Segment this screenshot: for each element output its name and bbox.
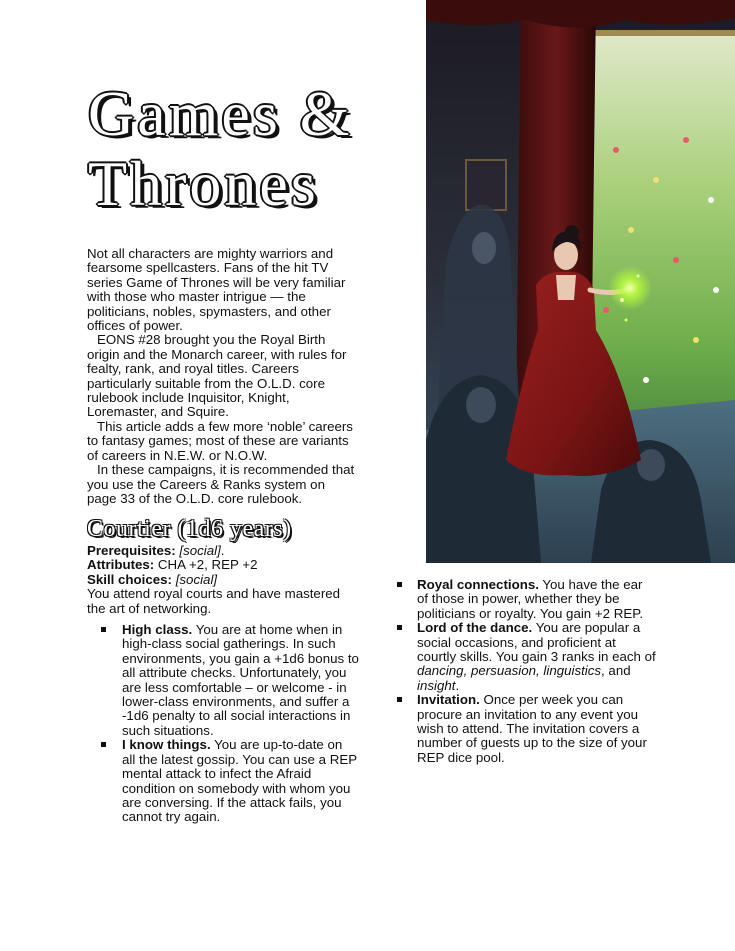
intro-paragraph: In these campaigns, it is recommended that you use the Careers & Ranks system on page 33 of the O.L.D. core rulebook. bbox=[87, 462, 355, 506]
skill-choices-value: [social] bbox=[175, 571, 218, 587]
intro-paragraph: This article adds a few more ‘noble’ careers to fantasy games; most of these are variants of careers in N.E.W. or N.O.W. bbox=[87, 418, 353, 463]
skill-choices-line bbox=[87, 573, 359, 587]
curtain-valance bbox=[426, 0, 735, 28]
ability-text: , and bbox=[601, 663, 631, 679]
window-frame bbox=[582, 30, 735, 36]
intro-paragraph: Not all characters are mighty warriors and fearsome spellcasters. Fans of the hit TV series Game of Thrones will be very familiar with those who master intrigue — the politicians, nobles, spymasters, and other offices of power. bbox=[87, 246, 346, 334]
prerequisites-line bbox=[87, 544, 359, 558]
ability-name: Lord of the dance. bbox=[417, 620, 533, 636]
ability-skill: insight bbox=[417, 677, 456, 693]
career-heading: Courtier (1d6 years) bbox=[87, 516, 292, 542]
bullet-icon bbox=[397, 625, 402, 630]
ability-name: Royal connections. bbox=[417, 577, 539, 592]
ability-text: You are popular a social occasions, and proficient at courtly skills. You gain 3 ranks in each of bbox=[417, 620, 656, 665]
ability-item bbox=[397, 693, 657, 765]
intro-paragraph: EONS #28 brought you the Royal Birth origin and the Monarch career, with rules for fealty, rank, and royal titles. Careers particularly suitable from the O.L.D. core rulebook include Inquisitor, Knight, Loremaster, and Squire. bbox=[87, 332, 347, 420]
ability-item bbox=[87, 738, 359, 824]
attributes-label: Attributes: bbox=[87, 557, 155, 573]
wall-painting bbox=[466, 160, 506, 210]
prerequisites-label: Prerequisites: bbox=[87, 543, 176, 558]
noblewoman-illustration bbox=[426, 0, 735, 563]
intro-text bbox=[87, 247, 357, 506]
bullet-icon bbox=[101, 742, 106, 747]
right-column-abilities bbox=[397, 578, 657, 765]
ability-name: I know things. bbox=[122, 737, 211, 753]
attributes-value: CHA +2, REP +2 bbox=[157, 557, 258, 573]
ability-text: You are up-to-date on all the latest gossip. You can use a REP mental attack to infect the Afraid condition on somebody with whom you are conversing. If the attack fails, you cannot try again. bbox=[122, 737, 357, 825]
ability-item bbox=[87, 623, 359, 738]
article-title-line-1: Games & bbox=[88, 78, 353, 149]
ability-name: Invitation. bbox=[417, 692, 480, 708]
ability-list bbox=[87, 623, 359, 825]
ability-text: Once per week you can procure an invitation to any event you wish to attend. The invitation covers a number of guests up to the size of your REP dice pool. bbox=[417, 692, 647, 765]
prerequisites-suffix: . bbox=[220, 543, 225, 558]
ability-text: You have the ear of those in power, whether they be politicians or royalty. You gain +2 REP. bbox=[417, 577, 644, 621]
ability-item bbox=[397, 621, 657, 693]
ability-name: High class. bbox=[122, 622, 193, 638]
ability-text: You are at home when in high-class social gatherings. In such environments, you gain a +1d6 bonus to all attribute checks. Unfortunately, you are less comfortable – or welcome - in lower-class environments, and suffer a -1d6 penalty to all social interactions in such situations. bbox=[122, 622, 359, 738]
prerequisites-value: [social] bbox=[179, 543, 221, 558]
career-block bbox=[87, 544, 359, 825]
ability-skills: dancing, persuasion, linguistics bbox=[417, 663, 602, 679]
skill-choices-label: Skill choices: bbox=[87, 571, 172, 587]
bullet-icon bbox=[397, 582, 402, 587]
ability-item bbox=[397, 578, 657, 621]
attributes-line bbox=[87, 558, 359, 572]
ability-list bbox=[397, 578, 657, 765]
ability-text: . bbox=[455, 677, 460, 693]
magic-glow bbox=[608, 266, 652, 310]
bullet-icon bbox=[397, 697, 402, 702]
bullet-icon bbox=[101, 627, 106, 632]
career-description: You attend royal courts and have mastered the art of networking. bbox=[87, 586, 341, 616]
article-title-line-2: Thrones bbox=[88, 148, 319, 219]
